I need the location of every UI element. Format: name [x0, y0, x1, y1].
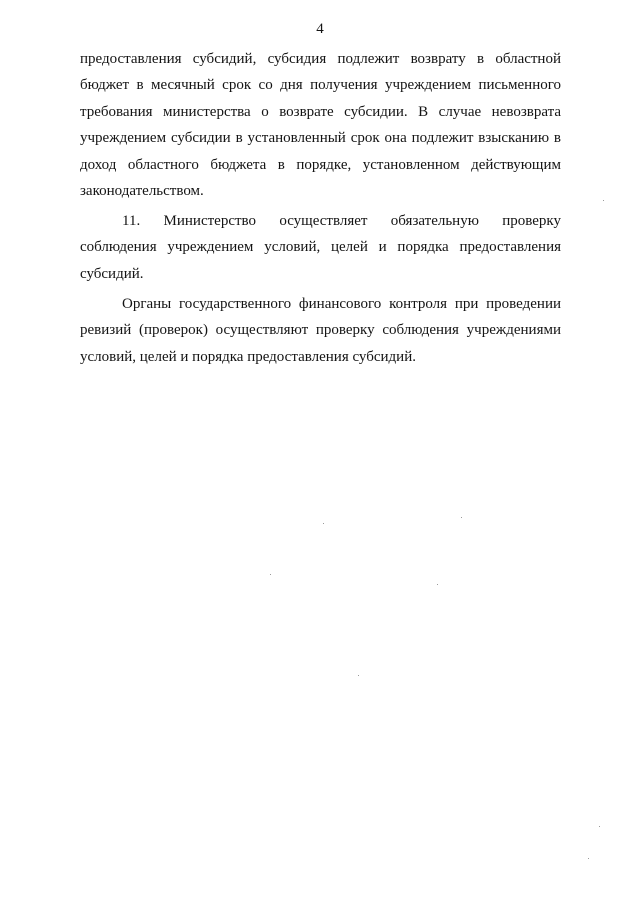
scan-speck	[270, 574, 271, 575]
page-number: 4	[316, 21, 324, 37]
scan-speck	[599, 826, 600, 827]
scan-speck	[603, 200, 604, 201]
scan-speck	[437, 584, 438, 585]
scan-speck	[358, 675, 359, 676]
paragraph-ministry-verification: 11. Министерство осуществляет обязательную проверку соблюдения учреждением условий, целей и порядка предоставления субсидий.	[80, 213, 561, 282]
scan-speck	[323, 523, 324, 524]
scan-speck	[588, 858, 589, 859]
scan-speck	[461, 517, 462, 518]
paragraph-subsidy-return: предоставления субсидий, субсидия подлежит возврату в областной бюджет в месячный срок со дня получения учреждением письменного требования министерства о возврате субсидии. В случае невозврата учреждением субсидии в установленный срок она подлежит взысканию в доход областного бюджета в порядке, установленном действующим законодательством.	[80, 51, 561, 200]
paragraph-financial-control: Органы государственного финансового контроля при проведении ревизий (проверок) осуществляют проверку соблюдения учреждениями условий, целей и порядка предоставления субсидий.	[80, 296, 561, 365]
